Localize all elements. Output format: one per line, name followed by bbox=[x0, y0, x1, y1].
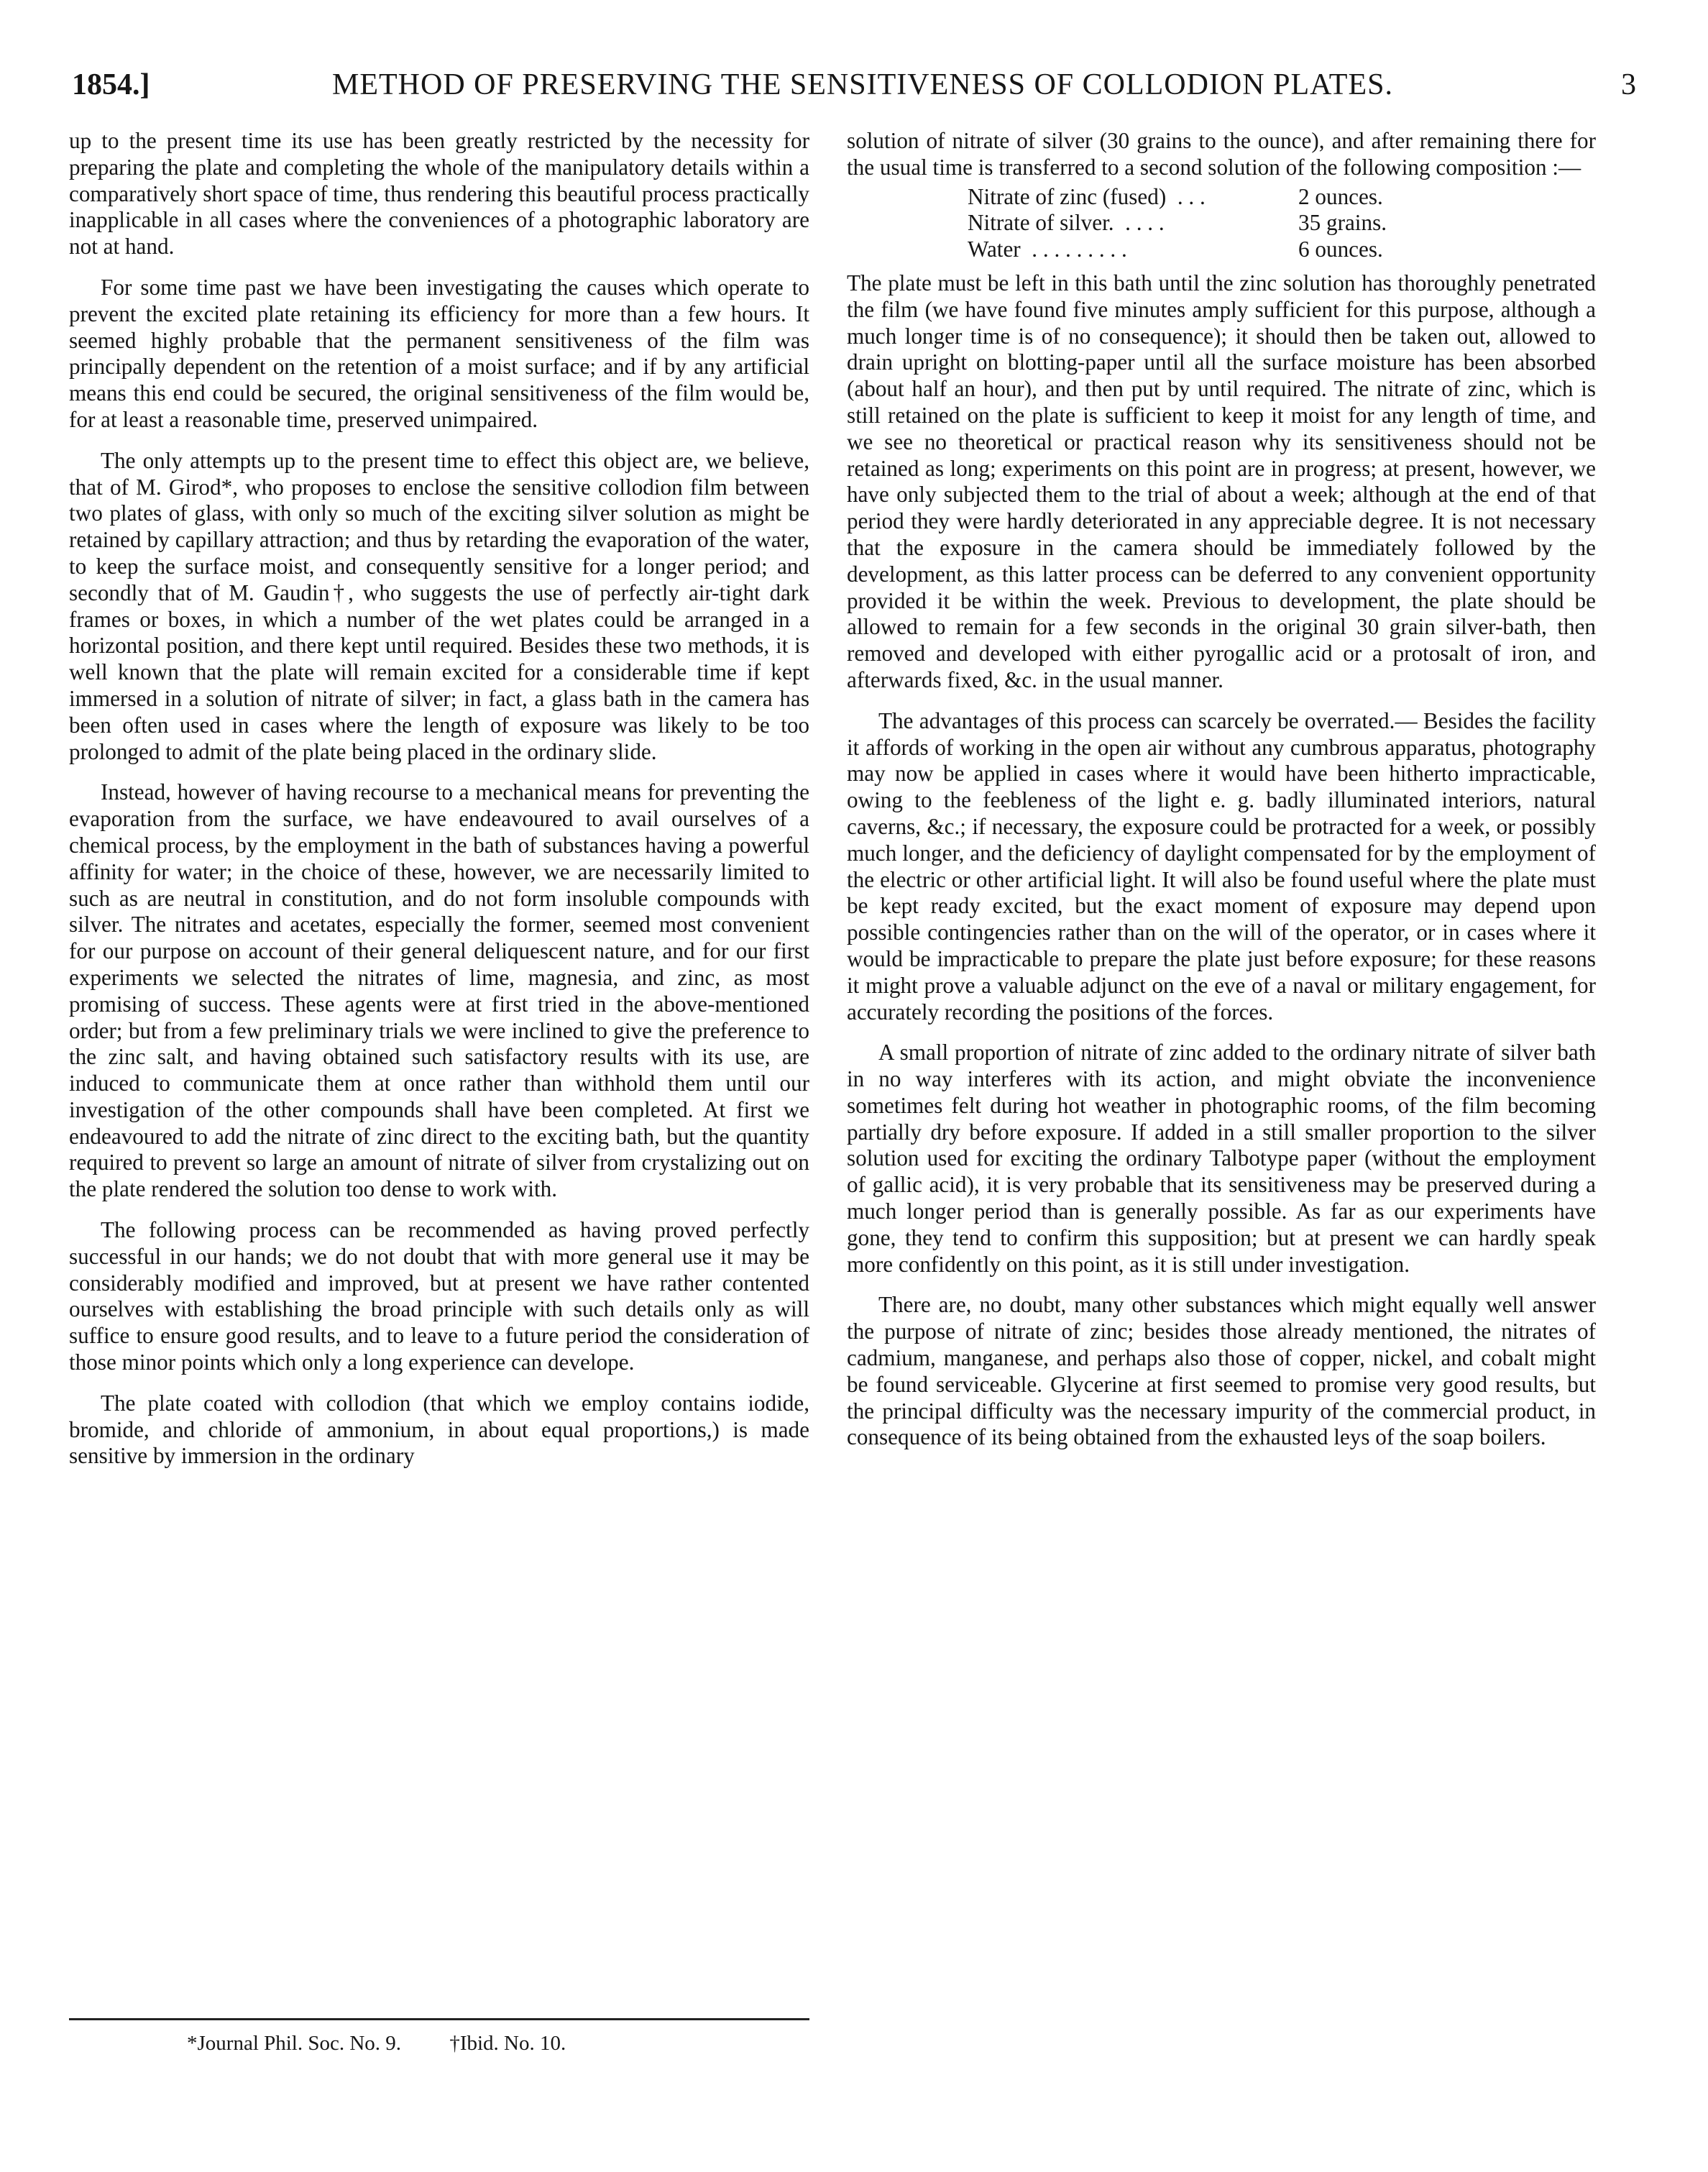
paragraph: The only attempts up to the present time to effect this object are, we believe, that of M. Girod*, who proposes to enclose the sensitive collodion film between two plates of glass, with only so much of the exciting silver solution as might be retained by capillary attraction; and thus by retarding the evaporation of the water, to keep the surface moist, and consequently sensitive for a longer period; and secondly that of M. Gaudin†, who suggests the use of perfectly air-tight dark frames or boxes, in which a number of the wet plates could be arranged in a horizontal position, and there kept until required. Besides these two methods, it is well known that the plate will remain excited for a considerable time if kept immersed in a solution of nitrate of silver; in fact, a glass bath in the camera has been often used in cases where the length of exposure was likely to be too prolonged to admit of the plate being placed in the ordinary slide. bbox=[69, 447, 809, 764]
running-header bbox=[72, 63, 1636, 106]
right-column bbox=[847, 128, 1596, 1465]
recipe-row bbox=[968, 184, 1442, 211]
recipe-ingredient: Water . . . . . . . . . bbox=[968, 237, 1127, 262]
header-year: 1854.] bbox=[72, 68, 150, 101]
recipe-amount: 35 grains. bbox=[1298, 210, 1387, 236]
footnote-rule bbox=[69, 2018, 809, 2020]
paragraph: Instead, however of having recourse to a mechanical means for preventing the evaporation from the surface, we have endeavoured to avail ourselves of a chemical process, by the employment in the bath of substances having a powerful affinity for water; in the choice of these, however, we are necessarily limited to such as are neutral in constitution, and do not form insoluble compounds with silver. The nitrates and acetates, especially the former, seemed most convenient for our purpose on account of their general deliquescent nature, and for our first experiments we selected the nitrates of lime, magnesia, and zinc, as most promising of success. These agents were at first tried in the above-mentioned order; but from a few preliminary trials we were inclined to give the preference to the zinc salt, and having obtained such satisfactory results with its use, are induced to communicate them at once rather than withhold them until our investigation of the other compounds shall have been completed. At first we endeavoured to add the nitrate of zinc direct to the exciting bath, but the quantity required to prevent so large an amount of nitrate of silver from crystalizing out on the plate rendered the solution too dense to work with. bbox=[69, 779, 809, 1202]
paragraph: The advantages of this process can scarcely be overrated.— Besides the facility it affords of working in the open air without any cumbrous apparatus, photography may now be applied in cases where it would have been hitherto impracticable, owing to the feebleness of the light e. g. badly illuminated interiors, natural caverns, &c.; if necessary, the exposure could be protracted for a week, or possibly much longer, and the deficiency of daylight compensated for by the employment of the electric or other artificial light. It will also be found useful where the plate must be kept ready excited, but the exact moment of exposure may depend upon possible contingencies rather than on the will of the operator, or in cases where it would be impracticable to prepare the plate just before exposure; for these reasons it might prove a valuable adjunct on the eve of a naval or military engagement, for accurately recording the positions of the forces. bbox=[847, 707, 1596, 1025]
paragraph: solution of nitrate of silver (30 grains to the ounce), and after remaining there for the usual time is transferred to a second solution of the following composition :— bbox=[847, 128, 1596, 180]
paragraph: The following process can be recommended as having proved perfectly successful in our hands; we do not doubt that with more general use it may be considerably modified and improved, but at present we have rather contented ourselves with establishing the broad principle with such details only as will suffice to ensure good results, and to leave to a future period the consideration of those minor points which only a long experience can develope. bbox=[69, 1217, 809, 1375]
paragraph: The plate must be left in this bath until the zinc solution has thoroughly penetrated the film (we have found five minutes amply sufficient for this purpose, although a much longer time is of no consequence); it should then be taken out, allowed to drain upright on blotting-paper until all the surface moisture has been absorbed (about half an hour), and then put by until required. The nitrate of zinc, which is still retained on the plate is sufficient to keep it moist for any length of time, and we see no theoretical or practical reason why its sensitiveness should not be retained as long; experiments on this point are in progress; at present, however, we have only subjected them to the trial of about a week; although at the end of that period they were hardly deteriorated in any appreciable degree. It is not necessary that the exposure in the camera should be immediately followed by the development, as this latter process can be deferred to any convenient opportunity provided it be within the week. Previous to development, the plate should be allowed to remain for a few seconds in the original 30 grain silver-bath, then removed and developed with either pyrogallic acid or a protosalt of iron, and afterwards fixed, &c. in the usual manner. bbox=[847, 270, 1596, 692]
page-number: 3 bbox=[1621, 68, 1636, 101]
running-title: METHOD OF PRESERVING THE SENSITIVENESS OF COLLODION PLATES. bbox=[332, 68, 1393, 101]
footnote: *Journal Phil. Soc. No. 9. bbox=[187, 2032, 402, 2055]
recipe-ingredient: Nitrate of zinc (fused) . . . bbox=[968, 183, 1206, 209]
recipe-amount: 2 ounces. bbox=[1298, 183, 1383, 209]
left-column bbox=[69, 128, 809, 1484]
paragraph: up to the present time its use has been greatly restricted by the necessity for preparing the plate and completing the whole of the manipulatory details within a comparatively short space of time, thus rendering this beautiful process practically inapplicable in all cases where the conveniences of a photographic laboratory are not at hand. bbox=[69, 128, 809, 260]
footnotes bbox=[187, 2030, 733, 2056]
recipe-row bbox=[968, 237, 1442, 263]
paragraph: For some time past we have been investigating the causes which operate to prevent the excited plate retaining its efficiency for more than a few hours. It seemed highly probable that the permanent sensitiveness of the film was principally dependent on the retention of a moist surface; and if by any artificial means this end could be secured, the original sensitiveness of the film would be, for at least a reasonable time, preserved unimpaired. bbox=[69, 274, 809, 432]
paragraph: A small proportion of nitrate of zinc added to the ordinary nitrate of silver bath in no way interferes with its action, and might obviate the inconvenience sometimes felt during hot weather in photographic rooms, of the film becoming partially dry before exposure. If added in a still smaller proportion to the silver solution used for exciting the ordinary Talbotype paper (without the employment of gallic acid), it is very probable that its sensitiveness may be preserved during a much longer period than is generally possible. As far as our experiments have gone, they tend to confirm this supposition; but at present we can hardly speak more confidently on this point, as it is still under investigation. bbox=[847, 1040, 1596, 1277]
recipe-ingredient: Nitrate of silver. . . . . bbox=[968, 210, 1165, 236]
recipe-row bbox=[968, 210, 1442, 237]
footnote: †Ibid. No. 10. bbox=[449, 2032, 566, 2055]
paragraph: There are, no doubt, many other substances which might equally well answer the purpose of nitrate of zinc; besides those already mentioned, the nitrates of cadmium, manganese, and perhaps also those of copper, nickel, and cobalt might be found serviceable. Glycerine at first seemed to promise very good results, but the principal difficulty was the necessary impurity of the commercial product, in consequence of its being obtained from the exhausted leys of the soap boilers. bbox=[847, 1292, 1596, 1450]
recipe-table bbox=[847, 184, 1596, 263]
recipe-amount: 6 ounces. bbox=[1298, 237, 1383, 262]
paragraph: The plate coated with collodion (that which we employ contains iodide, bromide, and chloride of ammonium, in about equal proportions,) is made sensitive by immersion in the ordinary bbox=[69, 1390, 809, 1469]
